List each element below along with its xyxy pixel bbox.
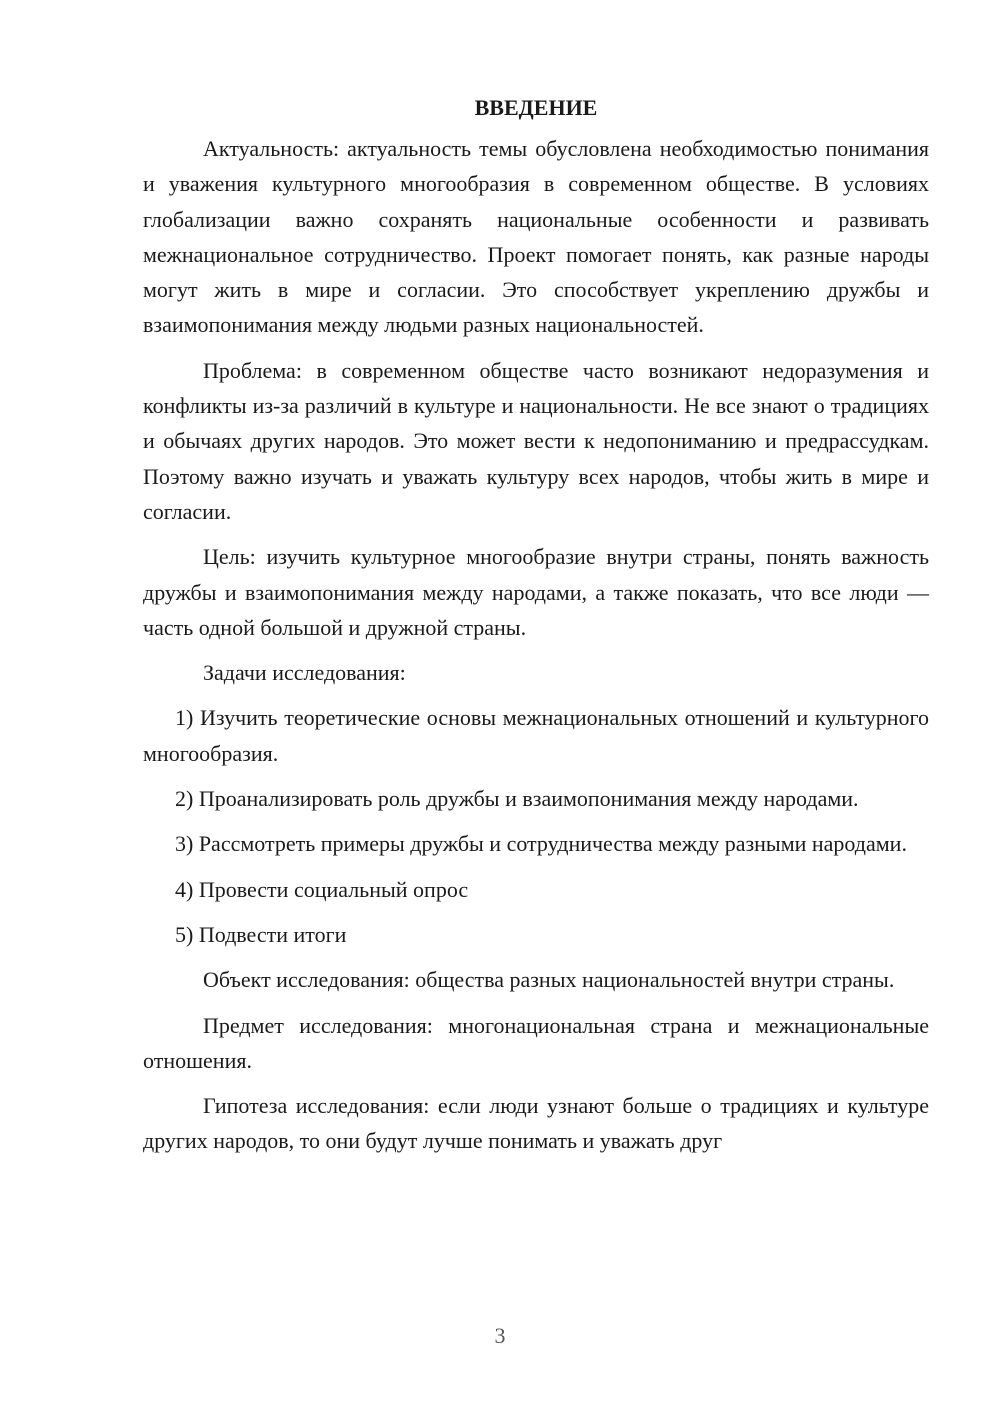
task-item-3: 3) Рассмотреть примеры дружбы и сотрудничества между разными народами.	[175, 831, 907, 857]
paragraph-object: Объект исследования: общества разных национальностей внутри страны.	[203, 967, 895, 993]
task-item-4: 4) Провести социальный опрос	[175, 876, 469, 902]
page-content	[143, 90, 929, 1169]
task-item-1: 1) Изучить теоретические основы межнациональных отношений и культурного многообразия.	[143, 705, 929, 766]
tasks-heading: Задачи исследования:	[203, 660, 406, 686]
paragraph-subject: Предмет исследования: многонациональная страна и межнациональные отношения.	[143, 1012, 929, 1073]
task-item-5: 5) Подвести итоги	[175, 921, 347, 947]
task-item-2: 2) Проанализировать роль дружбы и взаимопонимания между народами.	[175, 786, 859, 812]
page-number: 3	[494, 1323, 506, 1348]
section-title: ВВЕДЕНИЕ	[474, 95, 598, 120]
paragraph-relevance: Актуальность: актуальность темы обусловлена необходимостью понимания и уважения культурного многообразия в современном обществе. В условиях глобализации важно сохранять национальные особенности и развивать межнациональное сотрудничество. Проект помогает понять, как разные народы могут жить в мире и согласии. Это способствует укреплению дружбы и взаимопонимания между людьми разных национальностей.	[143, 136, 929, 338]
paragraph-problem: Проблема: в современном обществе часто возникают недоразумения и конфликты из-за различий в культуре и национальности. Не все знают о традициях и обычаях других народов. Это может вести к недопониманию и предрассудкам. Поэтому важно изучать и уважать культуру всех народов, чтобы жить в мире и согласии.	[143, 357, 929, 524]
paragraph-goal: Цель: изучить культурное многообразие внутри страны, понять важность дружбы и взаимопонимания между народами, а также показать, что все люди — часть одной большой и дружной страны.	[143, 544, 929, 640]
paragraph-hypothesis: Гипотеза исследования: если люди узнают больше о традициях и культуре других народов, то они будут лучше понимать и уважать друг	[143, 1093, 929, 1154]
